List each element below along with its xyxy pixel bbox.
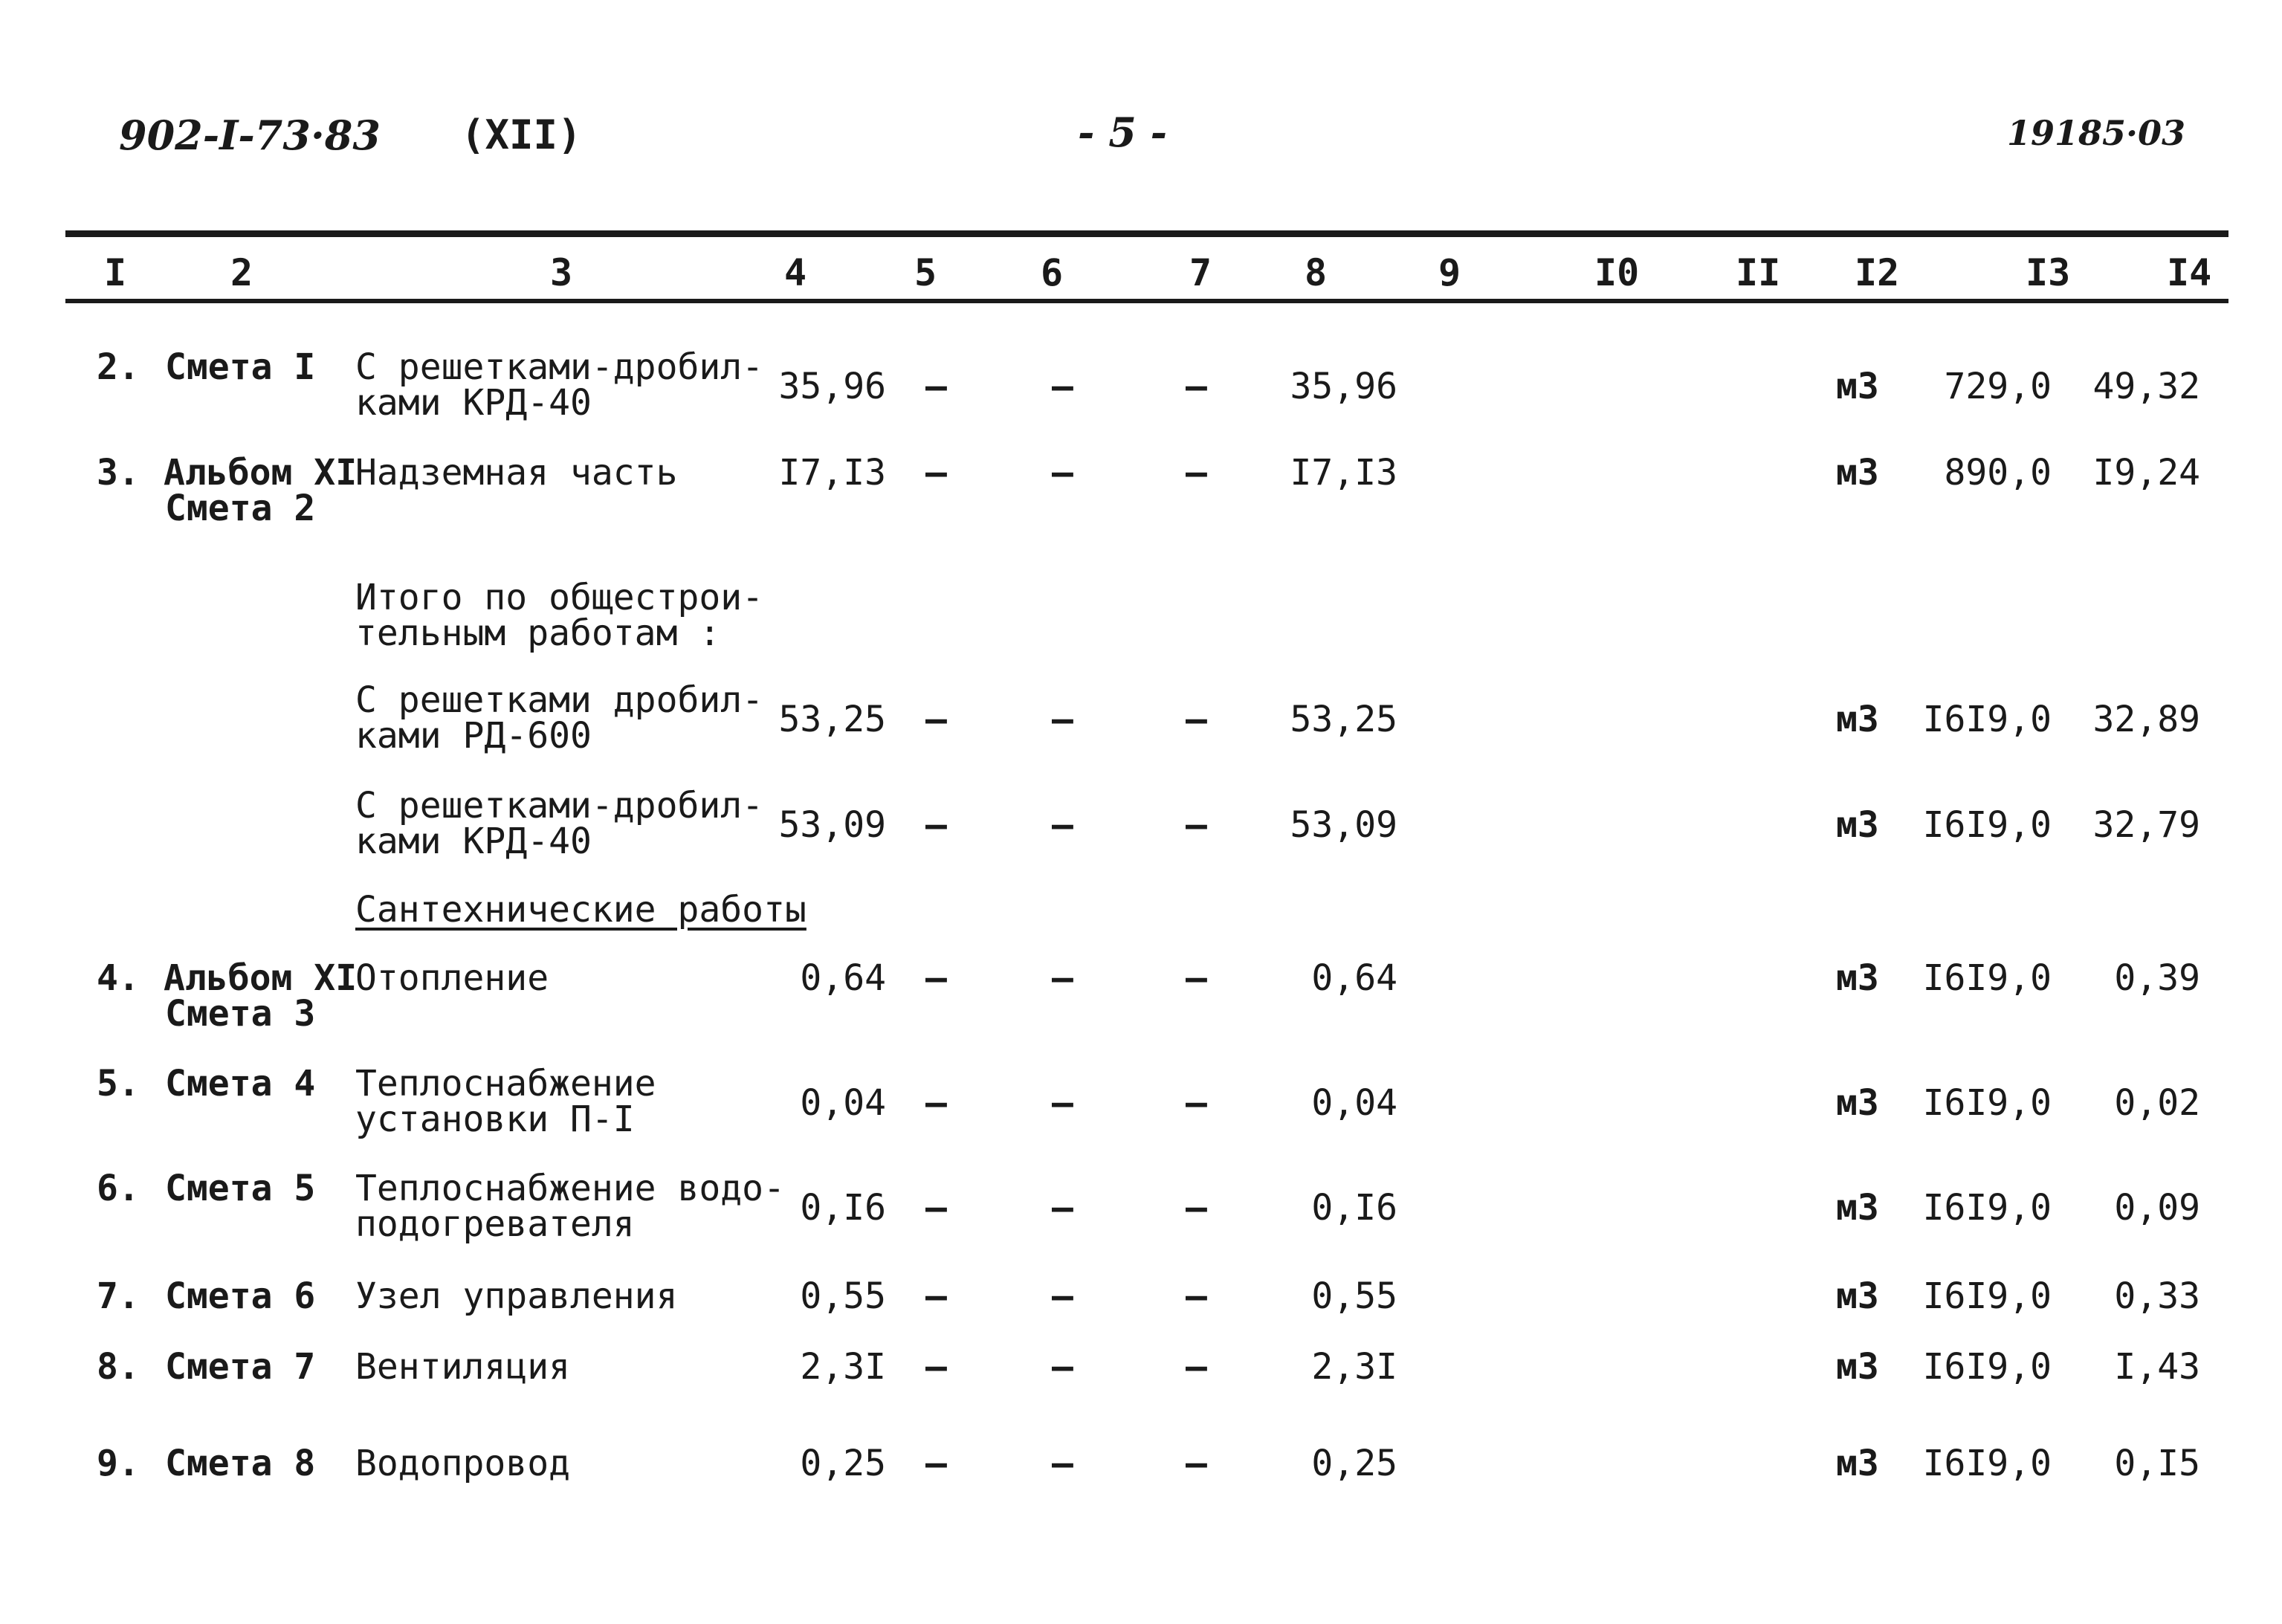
column-header-12: I2 [1855,251,1900,294]
registration-number: 19185·03 [2007,113,2186,153]
cell-col4: 0,I6 [800,1187,886,1229]
row-description: Теплоснабжение [355,1063,656,1104]
cell-col13: I6I9,0 [1922,1443,2052,1484]
cell-col7: – [1186,1346,1207,1388]
row-number: 8. [97,1346,140,1388]
cell-col12: м3 [1836,452,1879,494]
cell-col12: м3 [1836,1275,1879,1317]
cell-col8: 0,55 [1311,1275,1397,1317]
row-number: 6. [97,1168,140,1209]
cell-col6: – [1052,1346,1073,1388]
cell-col6: – [1052,1082,1073,1125]
column-header-1: I [104,251,127,294]
column-header-5: 5 [914,251,937,294]
cell-col13: I6I9,0 [1922,804,2052,847]
cell-col6: – [1052,1275,1073,1317]
cell-col13: I6I9,0 [1922,699,2052,741]
cell-col12: м3 [1836,1082,1879,1125]
row-description: установки П-I [355,1099,635,1140]
section-label: (XII) [461,111,582,158]
column-header-3: 3 [550,251,573,294]
cell-col5: – [925,452,947,494]
column-header-2: 2 [230,251,253,294]
cell-col14: 0,39 [2114,957,2200,999]
cell-col8: 0,25 [1311,1443,1397,1484]
row-description: ками РД-600 [355,715,592,757]
page-number: - 5 - [1078,109,1167,156]
cell-col5: – [925,699,947,741]
cell-col7: – [1186,1275,1207,1317]
row-description: Итого по общестрои- [355,577,764,618]
cell-col7: – [1186,957,1207,999]
row-reference: Смета 8 [165,1443,316,1484]
cell-col5: – [925,804,947,847]
cell-col6: – [1052,452,1073,494]
cell-col5: – [925,1082,947,1125]
table-top-rule [65,230,2228,237]
row-reference: Смета 3 [165,993,316,1035]
row-reference: Альбом XI [164,452,358,494]
cell-col7: – [1186,366,1207,408]
cell-col13: I6I9,0 [1922,1187,2052,1229]
cell-col12: м3 [1836,1187,1879,1229]
row-description: подогревателя [355,1203,635,1245]
row-description: Сантехнические работы [355,889,807,931]
cell-col12: м3 [1836,1443,1879,1484]
row-number: 5. [97,1063,140,1104]
row-description: ками КРД-40 [355,821,592,862]
row-description: тельным работам : [355,612,721,654]
column-header-6: 6 [1041,251,1064,294]
cell-col5: – [925,1275,947,1317]
row-description: Отопление [355,957,549,999]
cell-col14: 49,32 [2092,366,2200,408]
column-header-4: 4 [784,251,807,294]
cell-col5: – [925,1443,947,1484]
row-description: Теплоснабжение водо- [355,1168,785,1209]
row-number: 7. [97,1275,140,1317]
document-code [119,111,381,159]
row-reference: Смета 2 [165,488,316,529]
cell-col4: 35,96 [778,366,886,408]
column-header-14: I4 [2167,251,2212,294]
column-header-8: 8 [1305,251,1328,294]
table-header-rule [65,299,2228,303]
cell-col14: 0,I5 [2114,1443,2200,1484]
cell-col6: – [1052,804,1073,847]
cell-col7: – [1186,1443,1207,1484]
row-reference: Смета I [165,346,316,388]
cell-col7: – [1186,699,1207,741]
cell-col4: 53,25 [778,699,886,741]
row-description: Надземная часть [355,452,678,494]
row-description: Вентиляция [355,1346,570,1388]
row-number: 3. [97,452,140,494]
row-description: ками КРД-40 [355,382,592,424]
cell-col8: I7,I3 [1290,452,1397,494]
row-number: 9. [97,1443,140,1484]
cell-col14: 0,02 [2114,1082,2200,1125]
row-description: С решетками-дробил- [355,785,764,826]
column-header-13: I3 [2026,251,2071,294]
cell-col5: – [925,366,947,408]
cell-col8: 35,96 [1290,366,1397,408]
cell-col7: – [1186,1082,1207,1125]
row-description: Узел управления [355,1275,678,1317]
cell-col14: 32,89 [2092,699,2200,741]
cell-col8: 0,I6 [1311,1187,1397,1229]
cell-col14: 0,33 [2114,1275,2200,1317]
cell-col8: 53,25 [1290,699,1397,741]
cell-col8: 0,64 [1311,957,1397,999]
cell-col12: м3 [1836,1346,1879,1388]
column-header-7: 7 [1189,251,1212,294]
cell-col6: – [1052,366,1073,408]
cell-col4: 53,09 [778,804,886,847]
column-header-9: 9 [1438,251,1461,294]
row-description: Водопровод [355,1443,570,1484]
cell-col7: – [1186,452,1207,494]
cell-col6: – [1052,699,1073,741]
row-description: С решетками-дробил- [355,346,764,388]
column-header-10: I0 [1594,251,1640,294]
cell-col4: I7,I3 [778,452,886,494]
cell-col13: I6I9,0 [1922,1275,2052,1317]
cell-col5: – [925,957,947,999]
cell-col5: – [925,1346,947,1388]
cell-col13: 729,0 [1944,366,2052,408]
row-reference: Смета 4 [165,1063,316,1104]
row-number: 2. [97,346,140,388]
cell-col6: – [1052,1443,1073,1484]
cell-col13: I6I9,0 [1922,957,2052,999]
cell-col7: – [1186,804,1207,847]
column-header-11: II [1736,251,1781,294]
row-reference: Смета 7 [165,1346,316,1388]
cell-col8: 53,09 [1290,804,1397,847]
cell-col4: 2,3I [800,1346,886,1388]
row-description: С решетками дробил- [355,679,764,721]
cell-col6: – [1052,1187,1073,1229]
document-code-text: 902-I-73·83 [119,111,381,159]
cell-col12: м3 [1836,804,1879,847]
cell-col14: I9,24 [2092,452,2200,494]
cell-col4: 0,25 [800,1443,886,1484]
cell-col5: – [925,1187,947,1229]
cell-col13: I6I9,0 [1922,1346,2052,1388]
cell-col4: 0,04 [800,1082,886,1125]
row-reference: Смета 5 [165,1168,316,1209]
cell-col14: 0,09 [2114,1187,2200,1229]
cell-col6: – [1052,957,1073,999]
cell-col13: 890,0 [1944,452,2052,494]
cell-col12: м3 [1836,957,1879,999]
row-reference: Смета 6 [165,1275,316,1317]
cell-col8: 2,3I [1311,1346,1397,1388]
cell-col12: м3 [1836,699,1879,741]
cell-col14: I,43 [2114,1346,2200,1388]
row-number: 4. [97,957,140,999]
cell-col13: I6I9,0 [1922,1082,2052,1125]
cell-col7: – [1186,1187,1207,1229]
row-reference: Альбом XI [164,957,358,999]
cell-col8: 0,04 [1311,1082,1397,1125]
cell-col12: м3 [1836,366,1879,408]
cell-col4: 0,55 [800,1275,886,1317]
cell-col4: 0,64 [800,957,886,999]
cell-col14: 32,79 [2092,804,2200,847]
